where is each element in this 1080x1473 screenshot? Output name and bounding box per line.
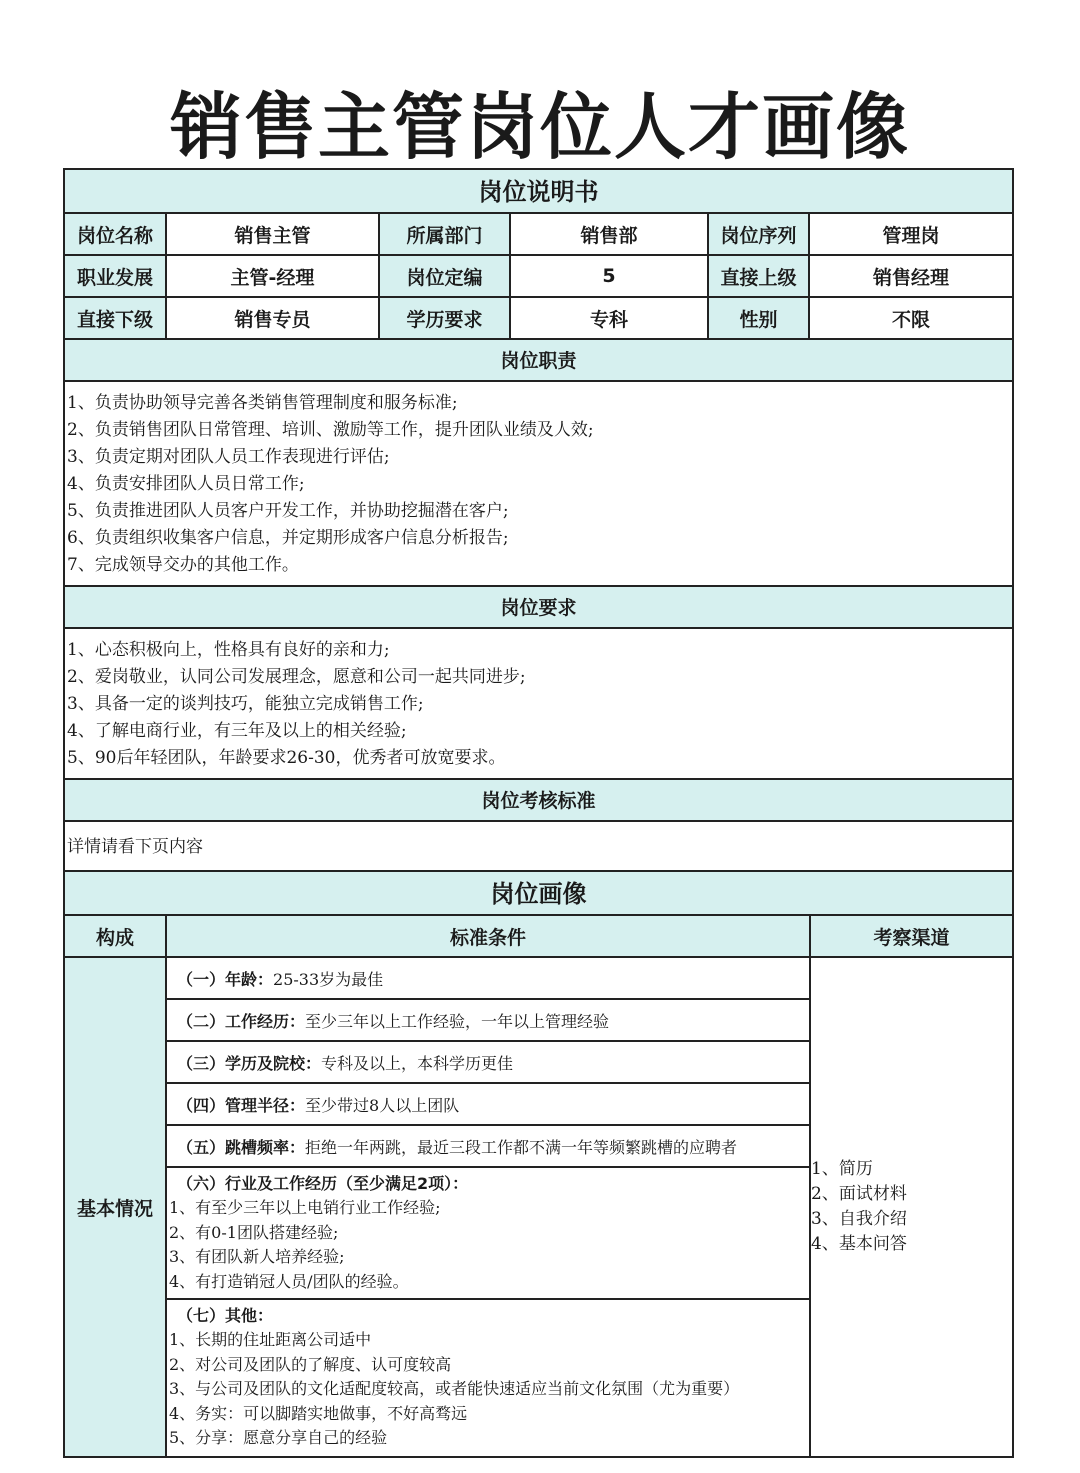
criterion-row	[167, 1126, 809, 1168]
portrait-heading: 岗位画像	[65, 872, 1012, 916]
channel-item: 2、面试材料	[811, 1184, 907, 1204]
info-value: 主管-经理	[167, 256, 380, 296]
list-item: 3、有团队新人培养经验;	[169, 1247, 345, 1266]
list-item: 1、负责协助领导完善各类销售管理制度和服务标准;	[67, 393, 458, 413]
list-item: 2、对公司及团队的了解度、认可度较高	[169, 1354, 452, 1374]
info-label: 职业发展	[65, 256, 167, 296]
list-item: 3、与公司及团队的文化适配度较高，或者能快速适应当前文化氛围（尤为重要）	[169, 1379, 740, 1398]
col-header-channel: 考察渠道	[873, 926, 950, 949]
info-row	[65, 298, 1012, 340]
job-description-heading: 岗位说明书	[65, 170, 1012, 214]
info-label: 直接下级	[65, 298, 167, 338]
list-item: 5、90后年轻团队，年龄要求26-30，优秀者可放宽要求。	[67, 748, 506, 768]
col-header-composition: 构成	[65, 916, 167, 956]
criterion-row	[167, 1000, 809, 1042]
channel-item: 4、基本问答	[811, 1234, 907, 1254]
criterion-value: 拒绝一年两跳，最近三段工作都不满一年等频繁跳槽的应聘者	[305, 1137, 738, 1157]
criterion-label: （四）管理半径：	[177, 1095, 306, 1115]
info-value: 管理岗	[882, 224, 940, 247]
info-label: 岗位定编	[380, 256, 511, 296]
list-item: 1、长期的住址距离公司适中	[169, 1330, 372, 1349]
list-item: 2、有0-1团队搭建经验;	[169, 1222, 339, 1242]
list-item: 1、有至少三年以上电销行业工作经验;	[169, 1198, 441, 1217]
assessment-note: 详情请看下页内容	[65, 822, 1012, 872]
info-value: 销售经理	[872, 266, 949, 289]
info-value: 销售专员	[167, 298, 380, 338]
info-value: 5	[511, 256, 709, 296]
info-row	[65, 256, 1012, 298]
criterion-label: （二）工作经历：	[177, 1011, 306, 1031]
criterion-row	[167, 958, 809, 1000]
criterion-value: 至少带过8人以上团队	[305, 1095, 460, 1115]
info-value: 不限	[891, 308, 930, 331]
industry-heading: （六）行业及工作经历（至少满足2项）：	[177, 1174, 469, 1193]
industry-block	[167, 1168, 809, 1300]
list-item: 4、负责安排团队人员日常工作;	[67, 474, 305, 494]
portrait-header-row	[65, 916, 1012, 958]
channels-column	[811, 958, 1012, 1456]
criterion-value: 专科及以上，本科学历更佳	[321, 1053, 514, 1073]
info-value: 专科	[511, 298, 709, 338]
portrait-body	[65, 958, 1012, 1456]
job-profile-sheet	[63, 168, 1014, 1458]
channel-item: 3、自我介绍	[811, 1209, 907, 1229]
criteria-column	[167, 958, 811, 1456]
criterion-label: （五）跳槽频率：	[177, 1137, 306, 1157]
criterion-row	[167, 1042, 809, 1084]
info-label: 岗位名称	[65, 214, 167, 254]
list-item: 2、负责销售团队日常管理、培训、激励等工作，提升团队业绩及人效;	[67, 420, 594, 440]
info-label: 性别	[709, 298, 810, 338]
channel-item: 1、简历	[811, 1159, 873, 1179]
requirements-list	[65, 629, 1012, 780]
criterion-label: （三）学历及院校：	[177, 1053, 322, 1073]
info-label: 所属部门	[380, 214, 511, 254]
info-value: 销售主管	[167, 214, 380, 254]
list-item: 4、了解电商行业，有三年及以上的相关经验;	[67, 721, 407, 741]
criterion-row	[167, 1084, 809, 1126]
list-item: 3、负责定期对团队人员工作表现进行评估;	[67, 447, 390, 467]
info-row	[65, 214, 1012, 256]
list-item: 2、爱岗敬业，认同公司发展理念，愿意和公司一起共同进步;	[67, 667, 526, 687]
info-label: 学历要求	[380, 298, 511, 338]
category-basic-info: 基本情况	[65, 958, 167, 1456]
col-header-criteria: 标准条件	[167, 916, 811, 956]
list-item: 5、负责推进团队人员客户开发工作，并协助挖掘潜在客户;	[67, 501, 509, 521]
info-label: 直接上级	[709, 256, 810, 296]
list-item: 4、有打造销冠人员/团队的经验。	[169, 1271, 409, 1291]
list-item: 5、分享：愿意分享自己的经验	[169, 1428, 388, 1447]
criterion-label: （一）年龄：	[177, 969, 274, 989]
list-item: 7、完成领导交办的其他工作。	[67, 555, 299, 575]
other-block	[167, 1300, 809, 1455]
criterion-value: 25-33岁为最佳	[273, 969, 384, 989]
list-item: 3、具备一定的谈判技巧，能独立完成销售工作;	[67, 694, 424, 714]
list-item: 1、心态积极向上，性格具有良好的亲和力;	[67, 640, 390, 660]
info-value: 销售部	[511, 214, 709, 254]
list-item: 6、负责组织收集客户信息，并定期形成客户信息分析报告;	[67, 528, 509, 548]
list-item: 4、务实：可以脚踏实地做事，不好高骛远	[169, 1403, 468, 1423]
other-heading: （七）其他：	[177, 1306, 274, 1325]
assessment-heading: 岗位考核标准	[65, 780, 1012, 822]
info-label: 岗位序列	[709, 214, 810, 254]
duties-list	[65, 382, 1012, 587]
criterion-value: 至少三年以上工作经验，一年以上管理经验	[305, 1011, 610, 1031]
requirements-heading: 岗位要求	[65, 587, 1012, 629]
duties-heading: 岗位职责	[65, 340, 1012, 382]
page-title: 销售主管岗位人才画像	[169, 85, 910, 169]
